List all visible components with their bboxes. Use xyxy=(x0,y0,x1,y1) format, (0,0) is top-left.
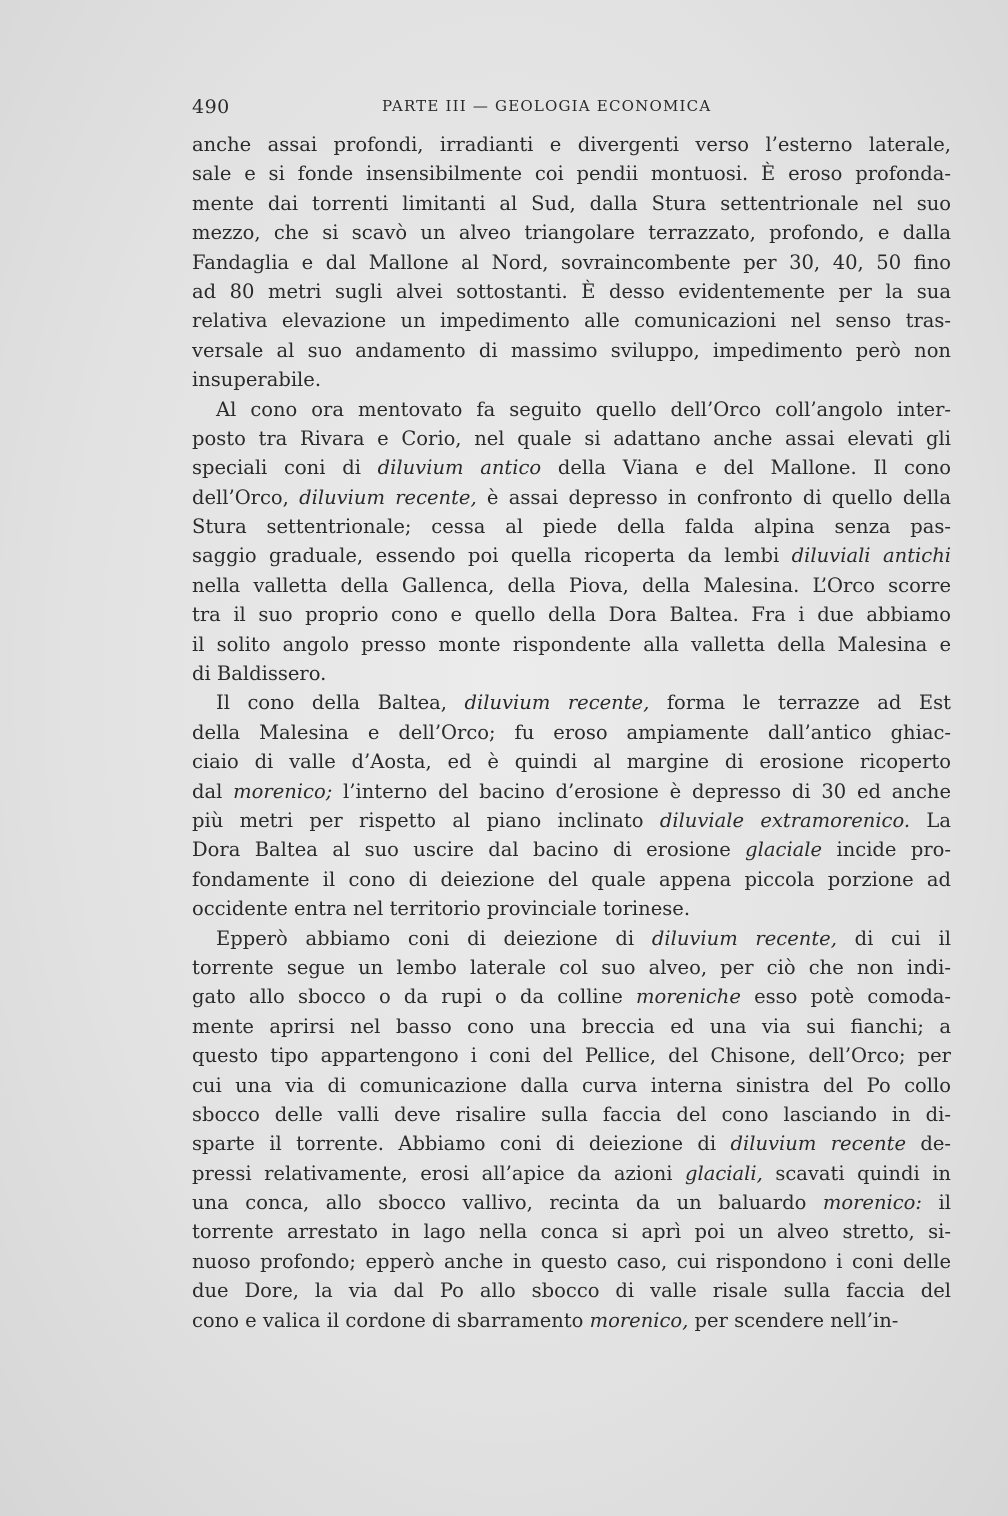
text-run: Fandaglia e dal Mallone al Nord, sovraincombente per 30, 40, 50 fino xyxy=(192,250,951,274)
text-line xyxy=(192,1041,951,1070)
text-run: Dora Baltea al suo uscire dal bacino di erosione xyxy=(192,838,746,862)
text-line xyxy=(192,865,951,894)
italic-term: diluvium recente, xyxy=(464,691,650,715)
text-line xyxy=(192,541,951,570)
text-line xyxy=(192,630,951,659)
italic-term: diluviali antichi xyxy=(791,544,951,568)
page-number: 490 xyxy=(192,96,230,118)
text-line xyxy=(192,453,951,482)
text-run: sale e si fonde insensibilmente coi pendii montuosi. È eroso profonda- xyxy=(192,162,951,186)
text-run: torrente segue un lembo laterale col suo alveo, per ciò che non indi- xyxy=(192,955,951,979)
text-run: sparte il torrente. Abbiamo coni di deiezione di xyxy=(192,1132,731,1156)
italic-term: morenico: xyxy=(822,1191,922,1215)
text-run: più metri per rispetto al piano inclinato xyxy=(192,808,660,832)
italic-term: morenico; xyxy=(233,779,333,803)
text-run: una conca, allo sbocco vallivo, recinta da un baluardo xyxy=(192,1191,823,1215)
text-run: mente aprirsi nel basso cono una breccia ed una via sui fianchi; a xyxy=(192,1014,951,1038)
text-line xyxy=(192,1071,951,1100)
text-line xyxy=(192,336,951,365)
text-line xyxy=(192,1100,951,1129)
text-run: due Dore, la via dal Po allo sbocco di valle risale sulla faccia del xyxy=(192,1279,951,1303)
text-run: forma le terrazze ad Est xyxy=(649,691,951,715)
text-run: nella valletta della Gallenca, della Piova, della Malesina. L’Orco scorre xyxy=(192,573,951,597)
text-run: dell’Orco, xyxy=(192,485,300,509)
italic-term: diluviale extramorenico. xyxy=(659,808,911,832)
text-line xyxy=(192,600,951,629)
italic-term: diluvium recente, xyxy=(299,485,477,509)
text-line xyxy=(192,1247,951,1276)
text-line xyxy=(192,953,951,982)
text-run: di Baldissero. xyxy=(192,662,327,686)
text-run: della Viana e del Mallone. Il cono xyxy=(541,456,951,480)
text-line xyxy=(192,806,951,835)
text-line xyxy=(192,894,951,923)
text-line xyxy=(192,130,951,159)
text-run: tra il suo proprio cono e quello della Dora Baltea. Fra i due abbiamo xyxy=(192,603,951,627)
text-run: Epperò abbiamo coni di deiezione di xyxy=(216,926,652,950)
text-run: di cui il xyxy=(836,926,951,950)
text-run: Il cono della Baltea, xyxy=(216,691,465,715)
text-run: questo tipo appartengono i coni del Pellice, del Chisone, dell’Orco; per xyxy=(192,1044,951,1068)
italic-term: morenico, xyxy=(589,1308,689,1332)
text-run: Al cono ora mentovato fa seguito quello dell’Orco coll’angolo inter- xyxy=(216,397,951,421)
text-line xyxy=(192,189,951,218)
text-line xyxy=(192,248,951,277)
text-run: cui una via di comunicazione dalla curva interna sinistra del Po collo xyxy=(192,1073,951,1097)
italic-term: moreniche xyxy=(635,985,741,1009)
italic-term: diluvium recente, xyxy=(651,926,837,950)
text-line xyxy=(192,571,951,600)
italic-term: glaciali, xyxy=(685,1161,763,1185)
running-head: PARTE III — GEOLOGIA ECONOMICA xyxy=(382,97,712,115)
italic-term: diluvium recente xyxy=(730,1132,906,1156)
text-run: de- xyxy=(905,1132,951,1156)
text-run: insuperabile. xyxy=(192,368,322,392)
text-run: gato allo sbocco o da rupi o da colline xyxy=(192,985,636,1009)
text-line xyxy=(192,306,951,335)
text-line xyxy=(192,835,951,864)
text-run: della Malesina e dell’Orco; fu eroso ampiamente dall’antico ghiac- xyxy=(192,720,951,744)
text-run: l’interno del bacino d’erosione è depresso di 30 ed anche xyxy=(332,779,951,803)
text-line xyxy=(192,982,951,1011)
text-line xyxy=(192,365,951,394)
text-line xyxy=(192,424,951,453)
text-run: esso potè comoda- xyxy=(740,985,951,1009)
text-run: scavati quindi in xyxy=(762,1161,951,1185)
text-run: è assai depresso in confronto di quello della xyxy=(476,485,951,509)
text-run: Stura settentrionale; cessa al piede della falda alpina senza pas- xyxy=(192,515,951,539)
text-line xyxy=(192,277,951,306)
text-run: occidente entra nel territorio provinciale torinese. xyxy=(192,897,691,921)
text-line xyxy=(192,718,951,747)
text-run: per scendere nell’in- xyxy=(688,1308,899,1332)
text-line xyxy=(192,777,951,806)
text-run: anche assai profondi, irradianti e divergenti verso l’esterno laterale, xyxy=(192,133,951,156)
body-text xyxy=(192,130,951,1335)
text-run: La xyxy=(910,808,951,832)
text-run: pressi relativamente, erosi all’apice da azioni xyxy=(192,1161,686,1185)
text-run: dal xyxy=(192,779,234,803)
text-line xyxy=(192,688,951,717)
text-line xyxy=(192,1129,951,1158)
text-run: il xyxy=(921,1191,951,1215)
italic-term: glaciale xyxy=(745,838,823,862)
text-run: incide pro- xyxy=(822,838,951,862)
text-run: nuoso profondo; epperò anche in questo caso, cui rispondono i coni delle xyxy=(192,1249,951,1273)
text-run: speciali coni di xyxy=(192,456,378,480)
text-line xyxy=(192,1159,951,1188)
text-line xyxy=(192,1217,951,1246)
text-run: sbocco delle valli deve risalire sulla faccia del cono lasciando in di- xyxy=(192,1102,951,1126)
text-run: ad 80 metri sugli alvei sottostanti. È desso evidentemente per la sua xyxy=(192,279,951,303)
text-run: mente dai torrenti limitanti al Sud, dalla Stura settentrionale nel suo xyxy=(192,191,951,215)
text-run: versale al suo andamento di massimo sviluppo, impedimento però non xyxy=(192,338,951,362)
text-run: fondamente il cono di deiezione del quale appena piccola porzione ad xyxy=(192,867,951,891)
text-line xyxy=(192,1012,951,1041)
text-line xyxy=(192,1188,951,1217)
text-line xyxy=(192,924,951,953)
text-run: cono e valica il cordone di sbarramento xyxy=(192,1308,590,1332)
text-run: torrente arrestato in lago nella conca si aprì poi un alveo stretto, si- xyxy=(192,1220,951,1244)
text-line xyxy=(192,483,951,512)
text-run: relativa elevazione un impedimento alle comunicazioni nel senso tras- xyxy=(192,309,951,333)
text-line xyxy=(192,1276,951,1305)
text-line xyxy=(192,659,951,688)
text-run: mezzo, che si scavò un alveo triangolare terrazzato, profondo, e dalla xyxy=(192,221,951,245)
text-line xyxy=(192,512,951,541)
text-line xyxy=(192,1306,951,1335)
text-line xyxy=(192,747,951,776)
text-line xyxy=(192,159,951,188)
text-run: posto tra Rivara e Corio, nel quale si adattano anche assai elevati gli xyxy=(192,426,951,450)
text-run: saggio graduale, essendo poi quella ricoperta da lembi xyxy=(192,544,792,568)
text-line xyxy=(192,218,951,247)
text-run: il solito angolo presso monte rispondente alla valletta della Malesina e xyxy=(192,632,951,656)
text-run: ciaio di valle d’Aosta, ed è quindi al margine di erosione ricoperto xyxy=(192,750,951,774)
text-line xyxy=(192,395,951,424)
italic-term: diluvium antico xyxy=(377,456,542,480)
page-header xyxy=(192,96,952,120)
